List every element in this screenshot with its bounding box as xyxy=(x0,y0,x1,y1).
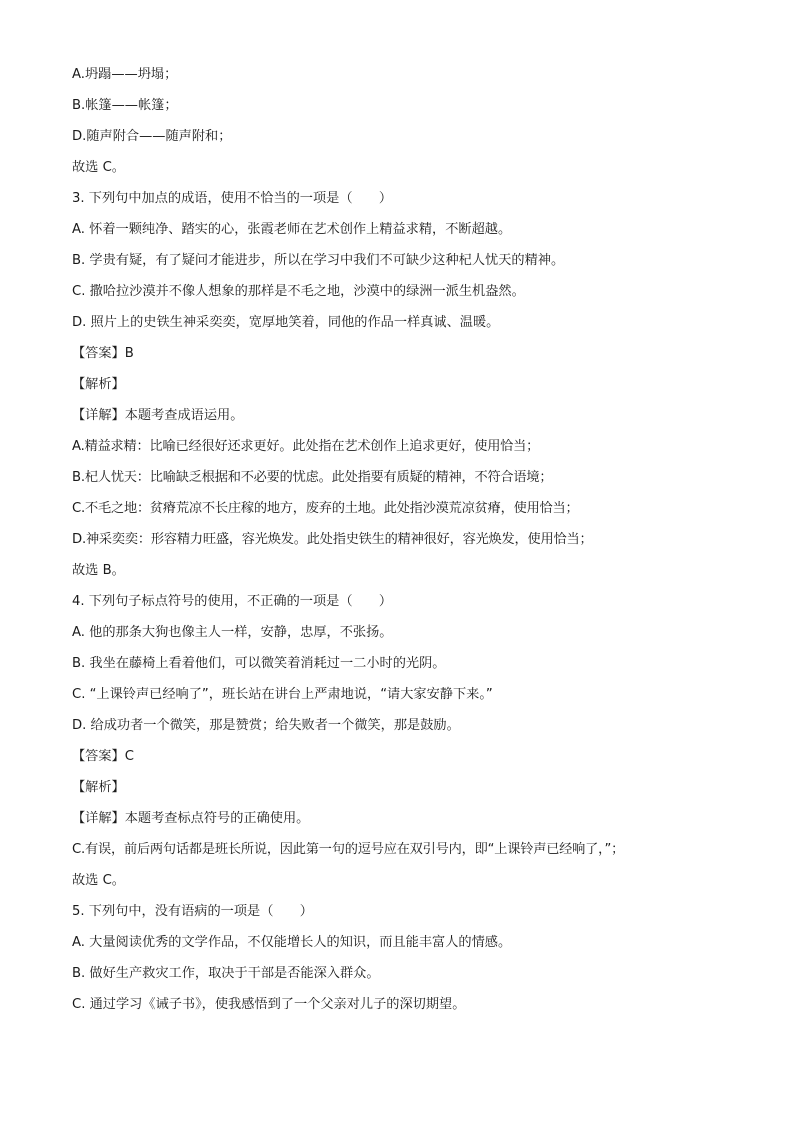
question-3-detail-c: C.不毛之地：贫瘠荒凉不长庄稼的地方，废弃的土地。此处指沙漠荒凉贫瘠，使用恰当； xyxy=(72,501,579,516)
question-3-stem: 3. 下列句中加点的成语，使用不恰当的一项是（ ） xyxy=(72,191,393,206)
question-5-option-b: B. 做好生产救灾工作，取决于干部是否能深入群众。 xyxy=(72,966,380,981)
answer-option-b-correction: B.帐篷——帐篷； xyxy=(72,98,178,113)
question-4-option-b: B. 我坐在藤椅上看着他们，可以微笑着消耗过一二小时的光阴。 xyxy=(72,656,446,671)
question-4-option-d: D. 给成功者一个微笑，那是赞赏；给失败者一个微笑，那是鼓励。 xyxy=(72,718,460,733)
question-3-conclusion: 故选 B。 xyxy=(72,563,125,578)
question-3-detail-b: B.杞人忧天：比喻缺乏根据和不必要的忧虑。此处指要有质疑的精神，不符合语境； xyxy=(72,470,553,485)
question-3-answer: 【答案】B xyxy=(72,346,134,361)
answer-option-d-correction: D.随声附合——随声附和； xyxy=(72,129,232,144)
question-4-conclusion: 故选 C。 xyxy=(72,873,125,888)
question-4-detail-intro: 【详解】本题考查标点符号的正确使用。 xyxy=(72,811,310,826)
question-3-option-a: A. 怀着一颗纯净、踏实的心，张霞老师在艺术创作上精益求精，不断超越。 xyxy=(72,222,512,237)
question-5-option-c: C. 通过学习《诫子书》，使我感悟到了一个父亲对儿子的深切期望。 xyxy=(72,997,466,1012)
question-3-detail-intro: 【详解】本题考查成语运用。 xyxy=(72,408,244,423)
question-4-answer: 【答案】C xyxy=(72,749,134,764)
question-3-option-c: C. 撒哈拉沙漠并不像人想象的那样是不毛之地，沙漠中的绿洲一派生机盎然。 xyxy=(72,284,525,299)
question-4-detail-c: C.有误，前后两句话都是班长所说，因此第一句的逗号应在双引号内，即“上课铃声已经响了，”； xyxy=(72,842,625,857)
answer-conclusion: 故选 C。 xyxy=(72,160,125,175)
question-3-detail-a: A.精益求精：比喻已经很好还求更好。此处指在艺术创作上追求更好，使用恰当； xyxy=(72,439,540,454)
question-5-stem: 5. 下列句中，没有语病的一项是（ ） xyxy=(72,904,313,919)
question-4-analysis-heading: 【解析】 xyxy=(72,780,125,795)
question-3-detail-d: D.神采奕奕：形容精力旺盛，容光焕发。此处指史铁生的精神很好，容光焕发，使用恰当； xyxy=(72,532,593,547)
question-3-option-d: D. 照片上的史铁生神采奕奕，宽厚地笑着，同他的作品一样真诚、温暖。 xyxy=(72,315,500,330)
page-content xyxy=(72,64,722,1025)
answer-option-a-correction: A.坍蹋——坍塌； xyxy=(72,67,178,82)
question-3-analysis-heading: 【解析】 xyxy=(72,377,125,392)
question-4-option-c: C. “上课铃声已经响了”，班长站在讲台上严肃地说，“请大家安静下来。” xyxy=(72,687,493,702)
question-5-option-a: A. 大量阅读优秀的文学作品，不仅能增长人的知识，而且能丰富人的情感。 xyxy=(72,935,512,950)
question-4-stem: 4. 下列句子标点符号的使用，不正确的一项是（ ） xyxy=(72,594,393,609)
question-4-option-a: A. 他的那条大狗也像主人一样，安静，忠厚，不张扬。 xyxy=(72,625,393,640)
question-3-option-b: B. 学贵有疑，有了疑问才能进步，所以在学习中我们不可缺少这种杞人忧天的精神。 xyxy=(72,253,565,268)
